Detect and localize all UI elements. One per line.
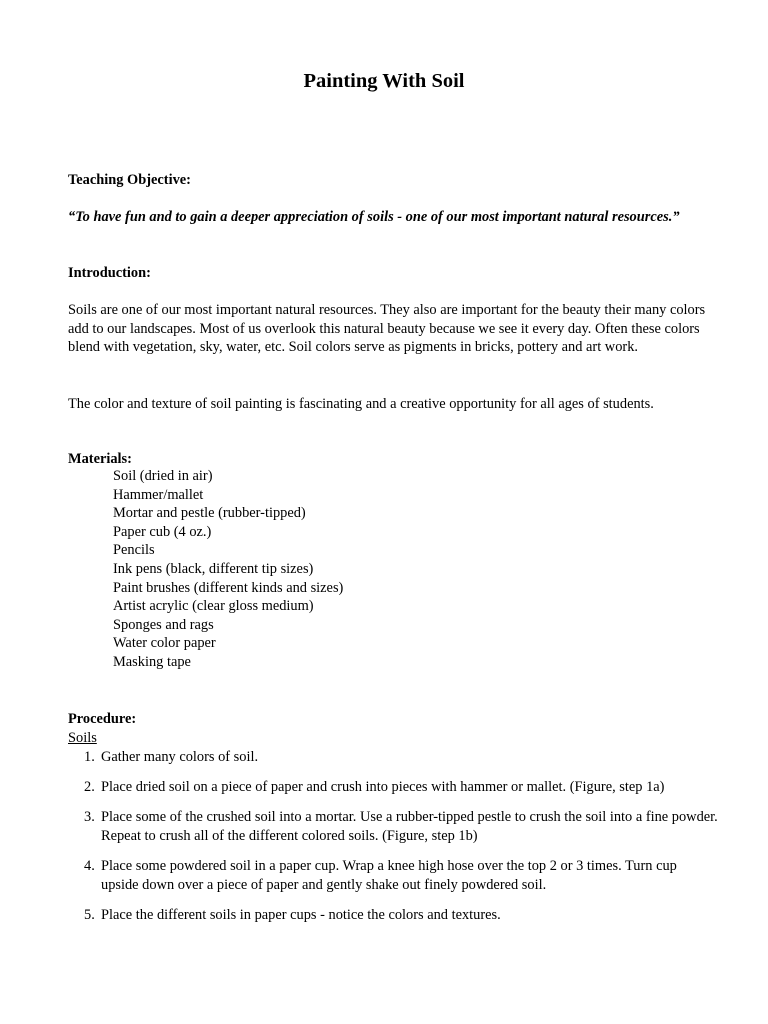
procedure-step [68,857,718,894]
introduction-paragraph-2: The color and texture of soil painting is fascinating and a creative opportunity for all ages of students. [68,396,654,412]
materials-item: Soil (dried in air) [113,468,213,484]
step-number: 1. [84,749,95,765]
step-number: 3. [84,809,95,825]
materials-item: Mortar and pestle (rubber-tipped) [113,505,306,522]
materials-item: Masking tape [113,653,191,670]
step-text: Place some powdered soil in a paper cup. Wrap a knee high hose over the top 2 or 3 times. Turn cup upside down over a piece of paper and gently shake out finely powdered soil. [101,858,677,893]
step-number: 5. [84,907,95,923]
page-title: Painting With Soil [303,70,465,92]
procedure-step [68,778,718,797]
procedure-subheading-soils: Soils [68,730,97,746]
procedure-step [68,748,718,767]
procedure-heading: Procedure: [68,711,137,727]
step-text: Place dried soil on a piece of paper and crush into pieces with hammer or mallet. (Figure, step 1a) [101,779,665,795]
step-number: 4. [84,858,95,874]
materials-item: Water color paper [113,635,216,652]
materials-item: Paint brushes (different kinds and sizes) [113,579,344,596]
step-number: 2. [84,779,95,795]
step-text: Gather many colors of soil. [101,749,259,765]
materials-list [113,467,343,672]
materials-item: Artist acrylic (clear gloss medium) [113,598,314,615]
introduction-paragraph-1: Soils are one of our most important natural resources. They also are important for the beauty their many colors add to our landscapes. Most of us overlook this natural beauty because we see it every day. Often these colors blend with vegetation, sky, water, etc. Soil colors serve as pigments in bricks, pottery and art work. [68,302,706,356]
materials-item: Hammer/mallet [113,486,204,503]
materials-item: Pencils [113,542,155,559]
materials-heading: Materials: [68,451,132,467]
materials-item: Ink pens (black, different tip sizes) [113,560,314,577]
introduction-heading: Introduction: [68,265,151,281]
materials-item: Sponges and rags [113,616,214,633]
materials-item: Paper cub (4 oz.) [113,523,212,540]
procedure-step [68,906,718,925]
objective-quote: “To have fun and to gain a deeper appreciation of soils - one of our most important natural resources.” [68,209,680,225]
objective-heading: Teaching Objective: [68,172,191,188]
step-text: Place some of the crushed soil into a mortar. Use a rubber-tipped pestle to crush the soil into a fine powder. Repeat to crush all of the different colored soils. (Figure, step 1b) [101,809,718,844]
step-text: Place the different soils in paper cups - notice the colors and textures. [101,907,501,923]
procedure-subheading-line [68,729,718,748]
procedure-step [68,808,718,845]
